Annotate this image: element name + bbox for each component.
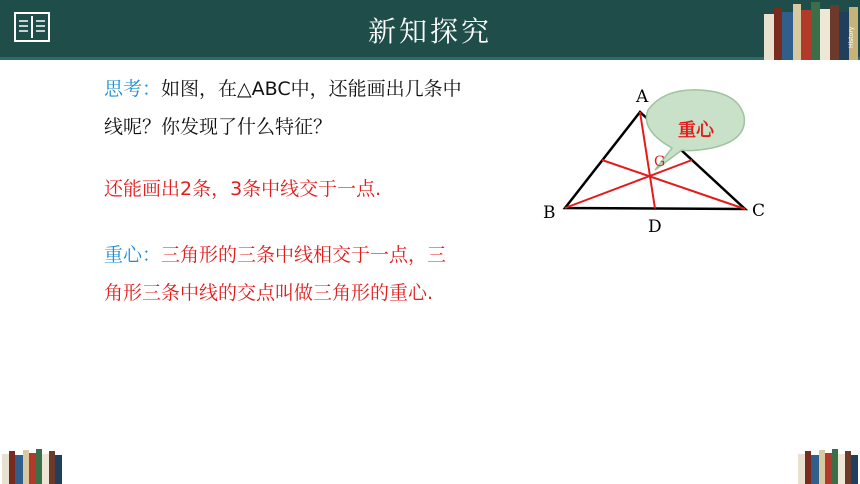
centroid-line1: 三角形的三条中线相交于一点，三 [161, 244, 447, 266]
header-divider [0, 57, 860, 60]
point-label-g: G [654, 154, 666, 170]
think-question [104, 70, 584, 146]
centroid-label: 重心： [104, 244, 162, 266]
answer-text: 还能画出2条，3条中线交于一点. [104, 178, 382, 200]
centroid-definition [104, 236, 574, 312]
think-text-line2: 线呢？你发现了什么特征？ [104, 116, 333, 138]
centroid-line2: 角形三条中线的交点叫做三角形的重心. [104, 282, 434, 304]
vertex-label-c: C [752, 201, 766, 221]
page-title: 新知探究 [367, 15, 492, 48]
point-label-d: D [648, 217, 662, 237]
vertex-label-b: B [543, 203, 556, 223]
bookshelf-decoration-right [796, 448, 860, 484]
triangle-diagram [535, 80, 775, 240]
history-spine-text: History [848, 26, 855, 48]
think-label: 思考： [104, 78, 162, 100]
bookshelf-decoration-left [0, 448, 64, 484]
bookshelf-decoration [760, 0, 860, 60]
book-icon[interactable] [14, 12, 50, 42]
think-text-line1: 如图，在△ABC中，还能画出几条中 [161, 78, 462, 100]
centroid-callout-text: 重心 [678, 120, 714, 141]
vertex-label-a: A [636, 87, 649, 107]
